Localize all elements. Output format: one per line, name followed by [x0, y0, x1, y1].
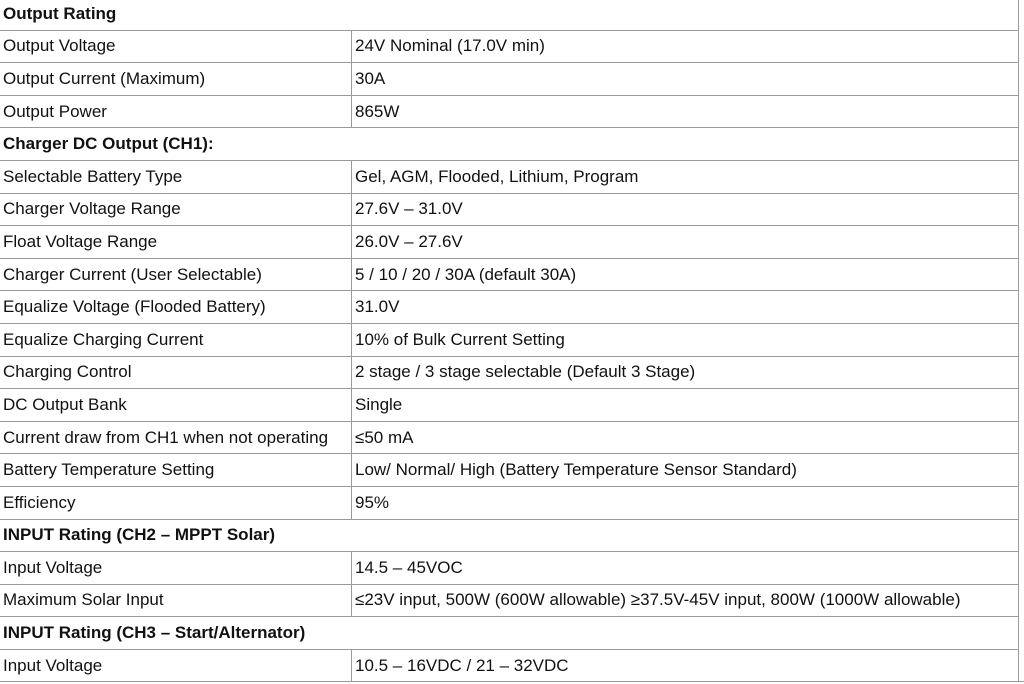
spec-value: Single	[352, 389, 1019, 422]
table-row	[0, 454, 1019, 487]
table-row	[0, 356, 1019, 389]
table-row	[0, 486, 1019, 519]
spec-label: Equalize Charging Current	[0, 323, 352, 356]
section-header: Output Rating	[0, 0, 1019, 30]
table-row	[0, 323, 1019, 356]
table-row	[0, 193, 1019, 226]
table-row	[0, 226, 1019, 259]
section-header: Charger DC Output (CH1):	[0, 128, 1019, 161]
spec-value: 10.5 – 16VDC / 21 – 32VDC	[352, 649, 1019, 682]
spec-label: DC Output Bank	[0, 389, 352, 422]
table-row	[0, 258, 1019, 291]
spec-value: 865W	[352, 95, 1019, 128]
section-header-row	[0, 519, 1019, 552]
spec-value: 26.0V – 27.6V	[352, 226, 1019, 259]
spec-value: 27.6V – 31.0V	[352, 193, 1019, 226]
spec-value: 31.0V	[352, 291, 1019, 324]
table-row	[0, 389, 1019, 422]
spec-value: 14.5 – 45VOC	[352, 552, 1019, 585]
spec-value: Gel, AGM, Flooded, Lithium, Program	[352, 160, 1019, 193]
spec-value: ≤23V input, 500W (600W allowable) ≥37.5V-45V input, 800W (1000W allowable)	[352, 584, 1019, 617]
section-header-row	[0, 128, 1019, 161]
table-row	[0, 291, 1019, 324]
table-row	[0, 30, 1019, 63]
spec-label: Float Voltage Range	[0, 226, 352, 259]
spec-label: Charger Current (User Selectable)	[0, 258, 352, 291]
table-row	[0, 63, 1019, 96]
spec-value: 95%	[352, 486, 1019, 519]
table-row	[0, 584, 1019, 617]
section-header: INPUT Rating (CH3 – Start/Alternator)	[0, 617, 1019, 650]
section-header-row	[0, 0, 1019, 30]
spec-label: Efficiency	[0, 486, 352, 519]
spec-value: 30A	[352, 63, 1019, 96]
table-bottom-rule	[0, 681, 1024, 682]
table-row	[0, 421, 1019, 454]
spec-label: Current draw from CH1 when not operating	[0, 421, 352, 454]
spec-label: Battery Temperature Setting	[0, 454, 352, 487]
spec-label: Output Voltage	[0, 30, 352, 63]
table-row	[0, 95, 1019, 128]
spec-value: Low/ Normal/ High (Battery Temperature Sensor Standard)	[352, 454, 1019, 487]
spec-value: 5 / 10 / 20 / 30A (default 30A)	[352, 258, 1019, 291]
section-header-row	[0, 617, 1019, 650]
table-row	[0, 552, 1019, 585]
spec-label: Input Voltage	[0, 649, 352, 682]
spec-label: Maximum Solar Input	[0, 584, 352, 617]
spec-label: Output Current (Maximum)	[0, 63, 352, 96]
table-row	[0, 649, 1019, 682]
spec-value: 24V Nominal (17.0V min)	[352, 30, 1019, 63]
section-header: INPUT Rating (CH2 – MPPT Solar)	[0, 519, 1019, 552]
spec-label: Input Voltage	[0, 552, 352, 585]
spec-label: Output Power	[0, 95, 352, 128]
spec-label: Charging Control	[0, 356, 352, 389]
spec-label: Selectable Battery Type	[0, 160, 352, 193]
spec-label: Equalize Voltage (Flooded Battery)	[0, 291, 352, 324]
table-row	[0, 160, 1019, 193]
spec-value: 2 stage / 3 stage selectable (Default 3 Stage)	[352, 356, 1019, 389]
spec-value: 10% of Bulk Current Setting	[352, 323, 1019, 356]
spec-value: ≤50 mA	[352, 421, 1019, 454]
spec-label: Charger Voltage Range	[0, 193, 352, 226]
